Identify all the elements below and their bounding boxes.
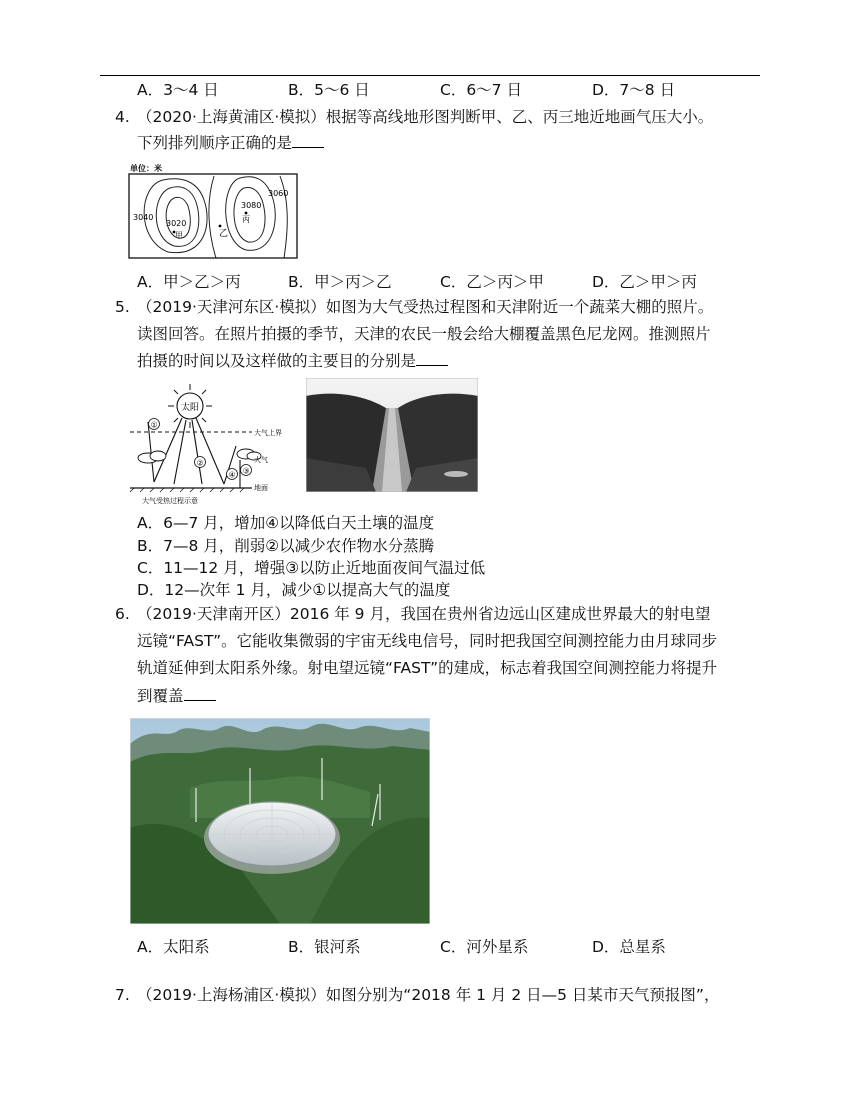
contour-label-bing: 丙 <box>242 215 250 224</box>
q6-stem-line1: （2019·天津南开区）2016 年 9 月，我国在贵州省边远山区建成世界最大的射电望 <box>137 605 711 623</box>
svg-text:太阳: 太阳 <box>181 403 200 413</box>
q5-stem-line1: （2019·天津河东区·模拟）如图为大气受热过程图和天津附近一个蔬菜大棚的照片。 <box>137 298 714 316</box>
q3-option-d[interactable]: D．7～8 日 <box>592 81 676 99</box>
diagram-caption: 大气受热过程示意 <box>142 497 198 505</box>
contour-label-jia: 甲 <box>175 231 183 240</box>
sun-icon <box>168 384 212 428</box>
label-num-3: ③ <box>242 466 250 476</box>
q6-option-b[interactable]: B．银河系 <box>288 938 361 956</box>
q5-option-c[interactable]: C．11—12 月，增强③以防止近地面夜间气温过低 <box>137 559 486 577</box>
q4-option-b[interactable]: B．甲＞丙＞乙 <box>288 273 392 291</box>
q6-number: 6. <box>115 605 130 623</box>
fast-telescope-photo <box>130 718 430 924</box>
q7-number: 7. <box>115 986 130 1004</box>
greenhouse-photo <box>306 378 478 492</box>
q5-option-d[interactable]: D．12—次年 1 月，减少①以提高大气的温度 <box>137 581 451 599</box>
q3-option-c[interactable]: C．6～7 日 <box>440 81 522 99</box>
q5-number: 5. <box>115 298 130 316</box>
contour-map <box>128 162 300 260</box>
label-num-4: ④ <box>228 470 236 480</box>
q5-stem-line3: 拍摄的时间以及这样做的主要目的分别是 <box>137 351 448 371</box>
contour-unit: 单位：米 <box>130 164 162 173</box>
q4-option-c[interactable]: C．乙＞丙＞甲 <box>440 273 544 291</box>
q3-option-a[interactable]: A．3～4 日 <box>137 81 219 99</box>
q5-answer-blank[interactable] <box>416 351 448 366</box>
contour-label-yi: 乙 <box>219 229 229 239</box>
q4-stem-line2: 下列排列顺序正确的是 <box>137 133 324 153</box>
label-num-1: ① <box>150 420 158 430</box>
contour-label-3080: 3080 <box>241 201 262 210</box>
q6-stem-line4: 到覆盖 <box>137 686 216 706</box>
q6-option-d[interactable]: D．总星系 <box>592 938 666 956</box>
contour-label-3040: 3040 <box>133 213 154 222</box>
label-atmosphere-top: 大气上界 <box>254 429 282 437</box>
q4-option-d[interactable]: D．乙＞甲＞丙 <box>592 273 697 291</box>
q4-number: 4. <box>115 108 130 126</box>
q4-option-a[interactable]: A．甲＞乙＞丙 <box>137 273 241 291</box>
q6-answer-blank[interactable] <box>184 686 216 701</box>
q5-option-a[interactable]: A．6—7 月，增加④以降低白天土壤的温度 <box>137 514 435 532</box>
q6-stem-line2: 远镜“FAST”。它能收集微弱的宇宙无线电信号，同时把我国空间测控能力由月球同步 <box>137 632 718 650</box>
contour-label-3060: 3060 <box>268 189 289 198</box>
q6-option-c[interactable]: C．河外星系 <box>440 938 529 956</box>
q5-option-b[interactable]: B．7—8 月，削弱②以减少农作物水分蒸腾 <box>137 537 435 555</box>
q4-answer-blank[interactable] <box>292 133 324 148</box>
label-ground: 地面 <box>254 484 268 492</box>
q6-stem-line3: 轨道延伸到太阳系外缘。射电望远镜“FAST”的建成，标志着我国空间测控能力将提升 <box>137 659 718 677</box>
q6-option-a[interactable]: A．太阳系 <box>137 938 210 956</box>
q3-option-b[interactable]: B．5～6 日 <box>288 81 370 99</box>
heating-process-diagram <box>128 380 300 506</box>
header-rule <box>100 75 760 76</box>
contour-label-3020: 3020 <box>166 219 187 228</box>
label-atmosphere: 大气 <box>254 456 268 464</box>
q5-stem-line2: 读图回答。在照片拍摄的季节，天津的农民一般会给大棚覆盖黑色尼龙网。推测照片 <box>137 325 711 343</box>
q7-stem-line1: （2019·上海杨浦区·模拟）如图分别为“2018 年 1 月 2 日—5 日某市天气预报图”， <box>137 986 720 1004</box>
q4-stem-line1: （2020·上海黄浦区·模拟）根据等高线地形图判断甲、乙、丙三地近地画气压大小。 <box>137 108 714 126</box>
label-num-2: ② <box>196 458 204 468</box>
